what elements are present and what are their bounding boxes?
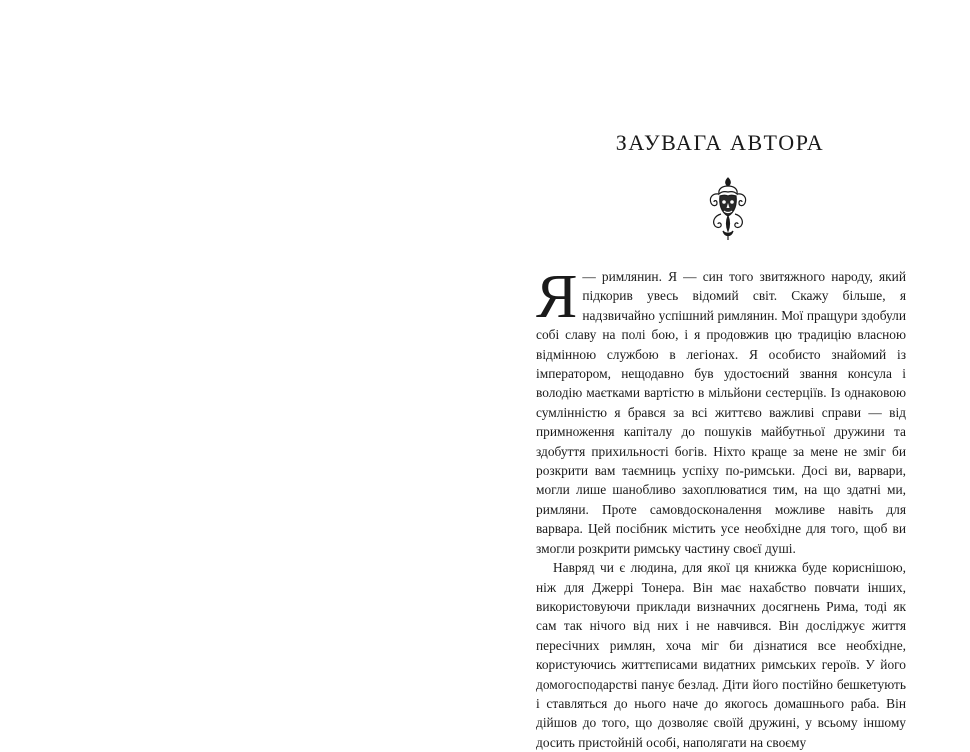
mask-ornament-icon <box>706 176 750 242</box>
left-page-blank <box>0 0 485 691</box>
body-text <box>536 263 906 752</box>
paragraph-1 <box>536 263 906 558</box>
right-page <box>485 0 970 750</box>
chapter-title: ЗАУВАГА АВТОРА <box>615 130 825 155</box>
paragraph-1-text: — римлянин. Я — син того звитяжного народу, який підкорив увесь відомий світ. Скажу більше, я надзвичайно успішний римлянин. Мої пращури здобули собі славу на полі бою, і я продовжив цю традицію власною відмінною службою в легіонах. Я особисто знайомий із імператором, нещодавно був удостоєний звання консула і володію маєтками вартістю в мільйони сестерціїв. Із однаковою сумлінністю я брався за всі життєво важливі справи — від примноження капіталу до пошуків майбутньої дружини та здобуття прихильності богів. Ніхто краще за мене не зміг би розкрити вам таємниць успіху по-римськи. Досі ви, варвари, могли лише шанобливо захоплюватися тим, на що здатні ми, римляни. Проте самовдосконалення можливе навіть для варвара. Цей посібник містить усе необхідне для того, щоб ви змогли розкрити римську частину своєї душі. <box>536 269 906 556</box>
paragraph-2: Навряд чи є людина, для якої ця книжка буде кориснішою, ніж для Джеррі Тонера. Він має нахабство повчати інших, використовуючи приклади визначних досягнень Рима, тоді як сам так нічого від них і не навчився. Він досліджує життя пересічних римлян, хоча міг би дізнатися все необхідне, користуючись життєписами видатних римських героїв. У його домогосподарстві панує безлад. Діти його постійно бешкетують і ставляться до нього наче до якогось домашнього раба. Він дійшов до того, що дозволяє своїй дружині, у всьому іншому досить пристойній особі, наполягати на своєму <box>536 560 906 750</box>
drop-cap: Я <box>536 263 578 331</box>
